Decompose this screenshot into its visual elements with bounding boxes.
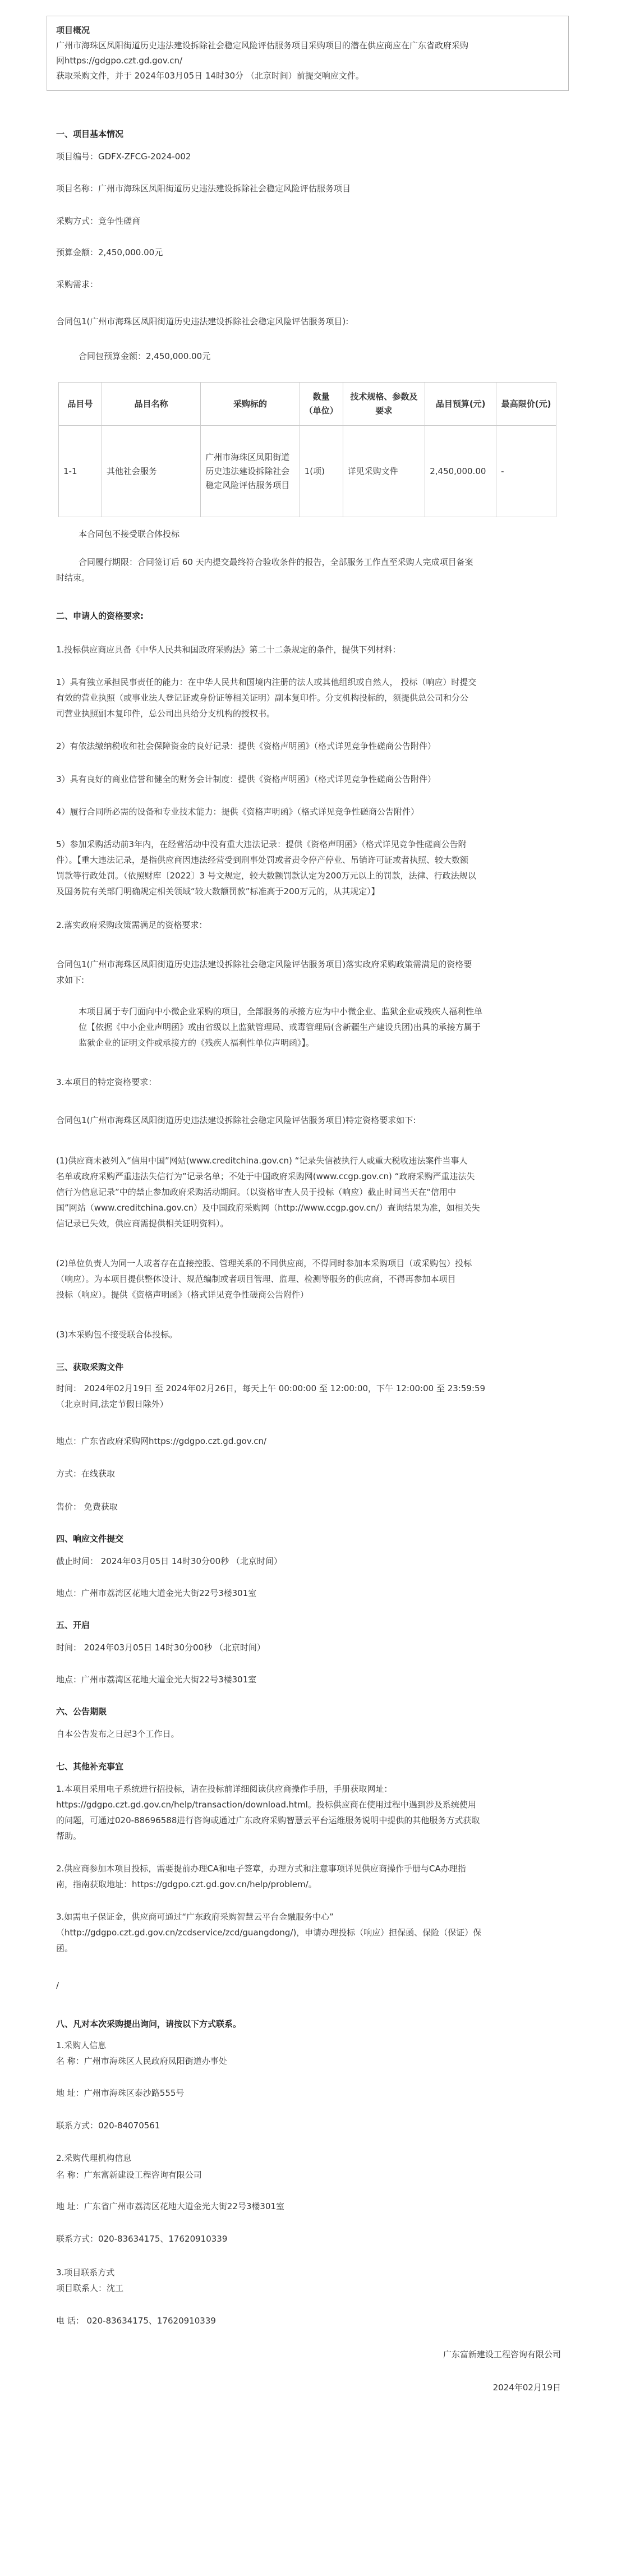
- agency-contact: 联系方式：020-83634175、17620910339: [56, 2234, 228, 2244]
- qual-p3-1c: 信行为信息记录”中的禁止参加政府采购活动期间。（以资格审查人员于投标（响应）截止时间当天在“信用中: [56, 1187, 457, 1197]
- qual-p3: 3.本项目的特定资格要求：: [56, 1077, 157, 1087]
- contract-term-line-1: 合同履行期限：合同签订后 60 天内提交最终符合验收条件的报告，全部服务工作直至采购人完成项目备案: [79, 557, 473, 567]
- other-slash: /: [56, 1980, 59, 1990]
- qual-p1-5a: 5）参加采购活动前3年内，在经营活动中没有重大违法记录：提供《资格声明函》（格式详见竞争性磋商公告附: [56, 839, 467, 849]
- qual-p1-2: 2）有依法缴纳税收和社会保障资金的良好记录：提供《资格声明函》（格式详见竞争性磋商公告附件）: [56, 741, 436, 751]
- section-7-heading: 七、其他补充事宜: [56, 1761, 124, 1772]
- section-2-heading: 二、申请人的资格要求:: [56, 611, 144, 621]
- obtain-place: 地点：广东省政府采购网https://gdgpo.czt.gd.gov.cn/: [56, 1436, 267, 1446]
- other-p3b: （http://gdgpo.czt.gd.gov.cn/zcdservice/zcd/guangdong/)，申请办理投标（响应）担保函、保险（保证）保: [56, 1928, 482, 1938]
- contract-term-line-2: 时结束。: [56, 573, 90, 583]
- qual-p2-a: 合同包1(广州市海珠区凤阳街道历史违法建设拆除社会稳定风险评估服务项目)落实政府采购政策需满足的资格要: [56, 959, 472, 969]
- purchaser-contact: 联系方式：020-84070561: [56, 2120, 160, 2131]
- section-3-heading: 三、获取采购文件: [56, 1362, 124, 1372]
- footer-company: 广东富新建设工程咨询有限公司: [443, 2349, 561, 2359]
- section-4-heading: 四、响应文件提交: [56, 1534, 124, 1544]
- procurement-method: 采购方式：竞争性磋商: [56, 216, 141, 226]
- agency-name: 名 称：广东富新建设工程咨询有限公司: [56, 2170, 202, 2180]
- qual-p1-1a: 1）具有独立承担民事责任的能力：在中华人民共和国境内注册的法人或其他组织或自然人， 投标（响应）时提交: [56, 677, 477, 687]
- qual-p3-1e: 信记录已失效，供应商需提供相关证明资料）。: [56, 1218, 229, 1229]
- section-5-heading: 五、开启: [56, 1620, 90, 1630]
- table-header: 数量（单位）: [300, 383, 343, 426]
- qual-p1: 1.投标供应商应具备《中华人民共和国政府采购法》第二十二条规定的条件，提供下列材料：: [56, 645, 401, 655]
- notice-period: 自本公告发布之日起3个工作日。: [56, 1729, 179, 1739]
- qual-p3-a: 合同包1(广州市海珠区凤阳街道历史违法建设拆除社会稳定风险评估服务项目)特定资格要求如下:: [56, 1115, 416, 1125]
- agency-title: 2.采购代理机构信息: [56, 2153, 132, 2163]
- table-header-row: [59, 383, 556, 426]
- budget-amount: 预算金额：2,450,000.00元: [56, 247, 163, 257]
- obtain-time-a: 时间： 2024年02月19日 至 2024年02月26日，每天上午 00:00:00 至 12:00:00，下午 12:00:00 至 23:59:59: [56, 1383, 486, 1393]
- other-p3a: 3.如需电子保证金，供应商可通过“广东政府采购智慧云平台金融服务中心”: [56, 1912, 334, 1922]
- other-p1d: 帮助。: [56, 1831, 82, 1841]
- qual-p3-2b: （响应）。为本项目提供整体设计、规范编制或者项目管理、监理、检测等服务的供应商，不得再参加本项目: [56, 1274, 456, 1284]
- qual-p3-1d: 国”网站（www.creditchina.gov.cn）及中国政府采购网（http://www.ccgp.gov.cn/）查询结果为准，如相关失: [56, 1203, 480, 1213]
- overview-title: 项目概况: [56, 25, 90, 35]
- qual-p3-2c: 投标（响应）。提供《资格声明函》（格式详见竞争性磋商公告附件）: [56, 1290, 309, 1300]
- other-p1a: 1.本项目采用电子系统进行招投标，请在投标前详细阅读供应商操作手册，手册获取网址：: [56, 1784, 393, 1794]
- opening-place: 地点：广州市荔湾区花地大道金光大街22号3楼301室: [56, 1675, 257, 1685]
- package-budget: 合同包预算金额：2,450,000.00元: [79, 351, 211, 361]
- table-header: 最高限价(元): [496, 383, 556, 426]
- table-header: 技术规格、参数及要求: [343, 383, 425, 426]
- overview-line-3: 获取采购文件，并于 2024年03月05日 14时30分 （北京时间）前提交响应文件。: [56, 71, 364, 81]
- contract-package: 合同包1(广州市海珠区凤阳街道历史违法建设拆除社会稳定风险评估服务项目):: [56, 316, 349, 326]
- obtain-time-b: （北京时间,法定节假日除外）: [56, 1399, 168, 1409]
- overview-box: [47, 16, 569, 91]
- qual-p2-b: 求如下:: [56, 975, 85, 985]
- table-cell: 其他社会服务: [102, 426, 200, 517]
- table-cell: 广州市海珠区凤阳街道历史违法建设拆除社会稳定风险评估服务项目: [201, 426, 300, 517]
- project-contact-title: 3.项目联系方式: [56, 2267, 115, 2278]
- qual-p2-c: 本项目属于专门面向中小微企业采购的项目，全部服务的承接方应为中小微企业、监狱企业或残疾人福利性单: [79, 1006, 483, 1016]
- qual-p3-1b: 名单或政府采购严重违法失信行为”记录名单；不处于中国政府采购网(www.ccgp.gov.cn) “政府采购严重违法失: [56, 1171, 475, 1181]
- purchaser-title: 1.采购人信息: [56, 2040, 107, 2050]
- overview-line-2: 网https://gdgpo.czt.gd.gov.cn/: [56, 56, 183, 66]
- qual-p1-5b: 件）。【重大违法记录，是指供应商因违法经营受到刑事处罚或者责令停产停业、吊销许可证或者执照、较大数额: [56, 855, 469, 865]
- qual-p2: 2.落实政府采购政策需满足的资格要求：: [56, 920, 208, 930]
- section-8-heading: 八、凡对本次采购提出询问，请按以下方式联系。: [56, 2019, 242, 2029]
- qual-p3-3: (3)本采购包不接受联合体投标。: [56, 1330, 178, 1340]
- table-header: 品目预算(元): [425, 383, 496, 426]
- agency-address: 地 址：广东省广州市荔湾区花地大道金光大街22号3楼301室: [56, 2201, 285, 2211]
- project-number: 项目编号：GDFX-ZFCG-2024-002: [56, 151, 191, 162]
- qual-p2-e: 监狱企业的证明文件或承接方的《残疾人福利性单位声明函》】。: [79, 1038, 315, 1048]
- no-consortium: 本合同包不接受联合体投标: [79, 529, 180, 539]
- other-p2a: 2.供应商参加本项目投标，需要提前办理CA和电子签章，办理方式和注意事项详见供应商操作手册与CA办理指: [56, 1864, 466, 1874]
- other-p3c: 函。: [56, 1943, 73, 1953]
- qual-p1-5c: 罚款等行政处罚。（依照财库〔2022〕3 号文规定，较大数额罚款认定为200万元以上的罚款，法律、行政法规以: [56, 871, 476, 881]
- table-cell: 1-1: [59, 426, 102, 517]
- qual-p1-5d: 及国务院有关部门明确规定相关领域“较大数额罚款”标准高于200万元的，从其规定）】: [56, 886, 380, 896]
- submit-place: 地点：广州市荔湾区花地大道金光大街22号3楼301室: [56, 1588, 257, 1598]
- qual-p1-1c: 司营业执照副本复印件，总公司出具给分支机构的授权书。: [56, 709, 275, 719]
- qual-p1-4: 4）履行合同所必需的设备和专业技术能力：提供《资格声明函》（格式详见竞争性磋商公告附件）: [56, 807, 420, 817]
- table-cell: 1(项): [300, 426, 343, 517]
- other-p1b: https://gdgpo.czt.gd.gov.cn/help/transaction/download.html。投标供应商在使用过程中遇到涉及系统使用: [56, 1800, 476, 1810]
- section-6-heading: 六、公告期限: [56, 1706, 107, 1717]
- section-1-heading: 一、项目基本情况: [56, 129, 124, 139]
- table-cell: 详见采购文件: [343, 426, 425, 517]
- project-contact-tel: 电 话： 020-83634175、17620910339: [56, 2316, 216, 2326]
- overview-line-1: 广州市海珠区凤阳街道历史违法建设拆除社会稳定风险评估服务项目采购项目的潜在供应商应在广东省政府采购: [56, 40, 469, 50]
- project-contact-person: 项目联系人：沈工: [56, 2283, 124, 2293]
- table-header: 品目名称: [102, 383, 200, 426]
- qual-p3-1a: (1)供应商未被列入“信用中国”网站(www.creditchina.gov.cn) “记录失信被执行人或重大税收违法案件当事人: [56, 1156, 468, 1166]
- table-row: [59, 426, 556, 517]
- table-cell: 2,450,000.00: [425, 426, 496, 517]
- purchaser-address: 地 址：广州市海珠区泰沙路555号: [56, 2088, 185, 2098]
- footer-date: 2024年02月19日: [492, 2382, 561, 2393]
- opening-time: 时间： 2024年03月05日 14时30分00秒 （北京时间）: [56, 1643, 265, 1653]
- procurement-demand: 采购需求：: [56, 279, 99, 289]
- project-name: 项目名称：广州市海珠区凤阳街道历史违法建设拆除社会稳定风险评估服务项目: [56, 183, 351, 194]
- qual-p1-3: 3）具有良好的商业信誉和健全的财务会计制度：提供《资格声明函》（格式详见竞争性磋商公告附件）: [56, 774, 436, 784]
- table-cell: -: [496, 426, 556, 517]
- obtain-way: 方式：在线获取: [56, 1469, 116, 1479]
- obtain-price: 售价： 免费获取: [56, 1502, 118, 1512]
- qual-p1-1b: 有效的营业执照（或事业法人登记证或身份证等相关证明）副本复印件。分支机构投标的，须提供总公司和分公: [56, 693, 469, 703]
- other-p2b: 南，指南获取地址：https://gdgpo.czt.gd.gov.cn/help/problem/。: [56, 1879, 317, 1889]
- table-header: 采购标的: [201, 383, 300, 426]
- submit-deadline: 截止时间： 2024年03月05日 14时30分00秒 （北京时间）: [56, 1556, 282, 1566]
- purchaser-name: 名 称：广州市海珠区人民政府凤阳街道办事处: [56, 2056, 227, 2066]
- other-p1c: 的问题，可通过020-88696588进行咨询或通过广东政府采购智慧云平台运维服务说明中提供的其他服务方式获取: [56, 1815, 480, 1825]
- table-header: 品目号: [59, 383, 102, 426]
- qual-p2-d: 位【依据《中小企业声明函》或由省级以上监狱管理局、戒毒管理局(含新疆生产建设兵团)出具的承接方属于: [79, 1022, 481, 1032]
- goods-table: [58, 382, 556, 517]
- qual-p3-2a: (2)单位负责人为同一人或者存在直接控股、管理关系的不同供应商，不得同时参加本采购项目（或采购包）投标: [56, 1258, 472, 1268]
